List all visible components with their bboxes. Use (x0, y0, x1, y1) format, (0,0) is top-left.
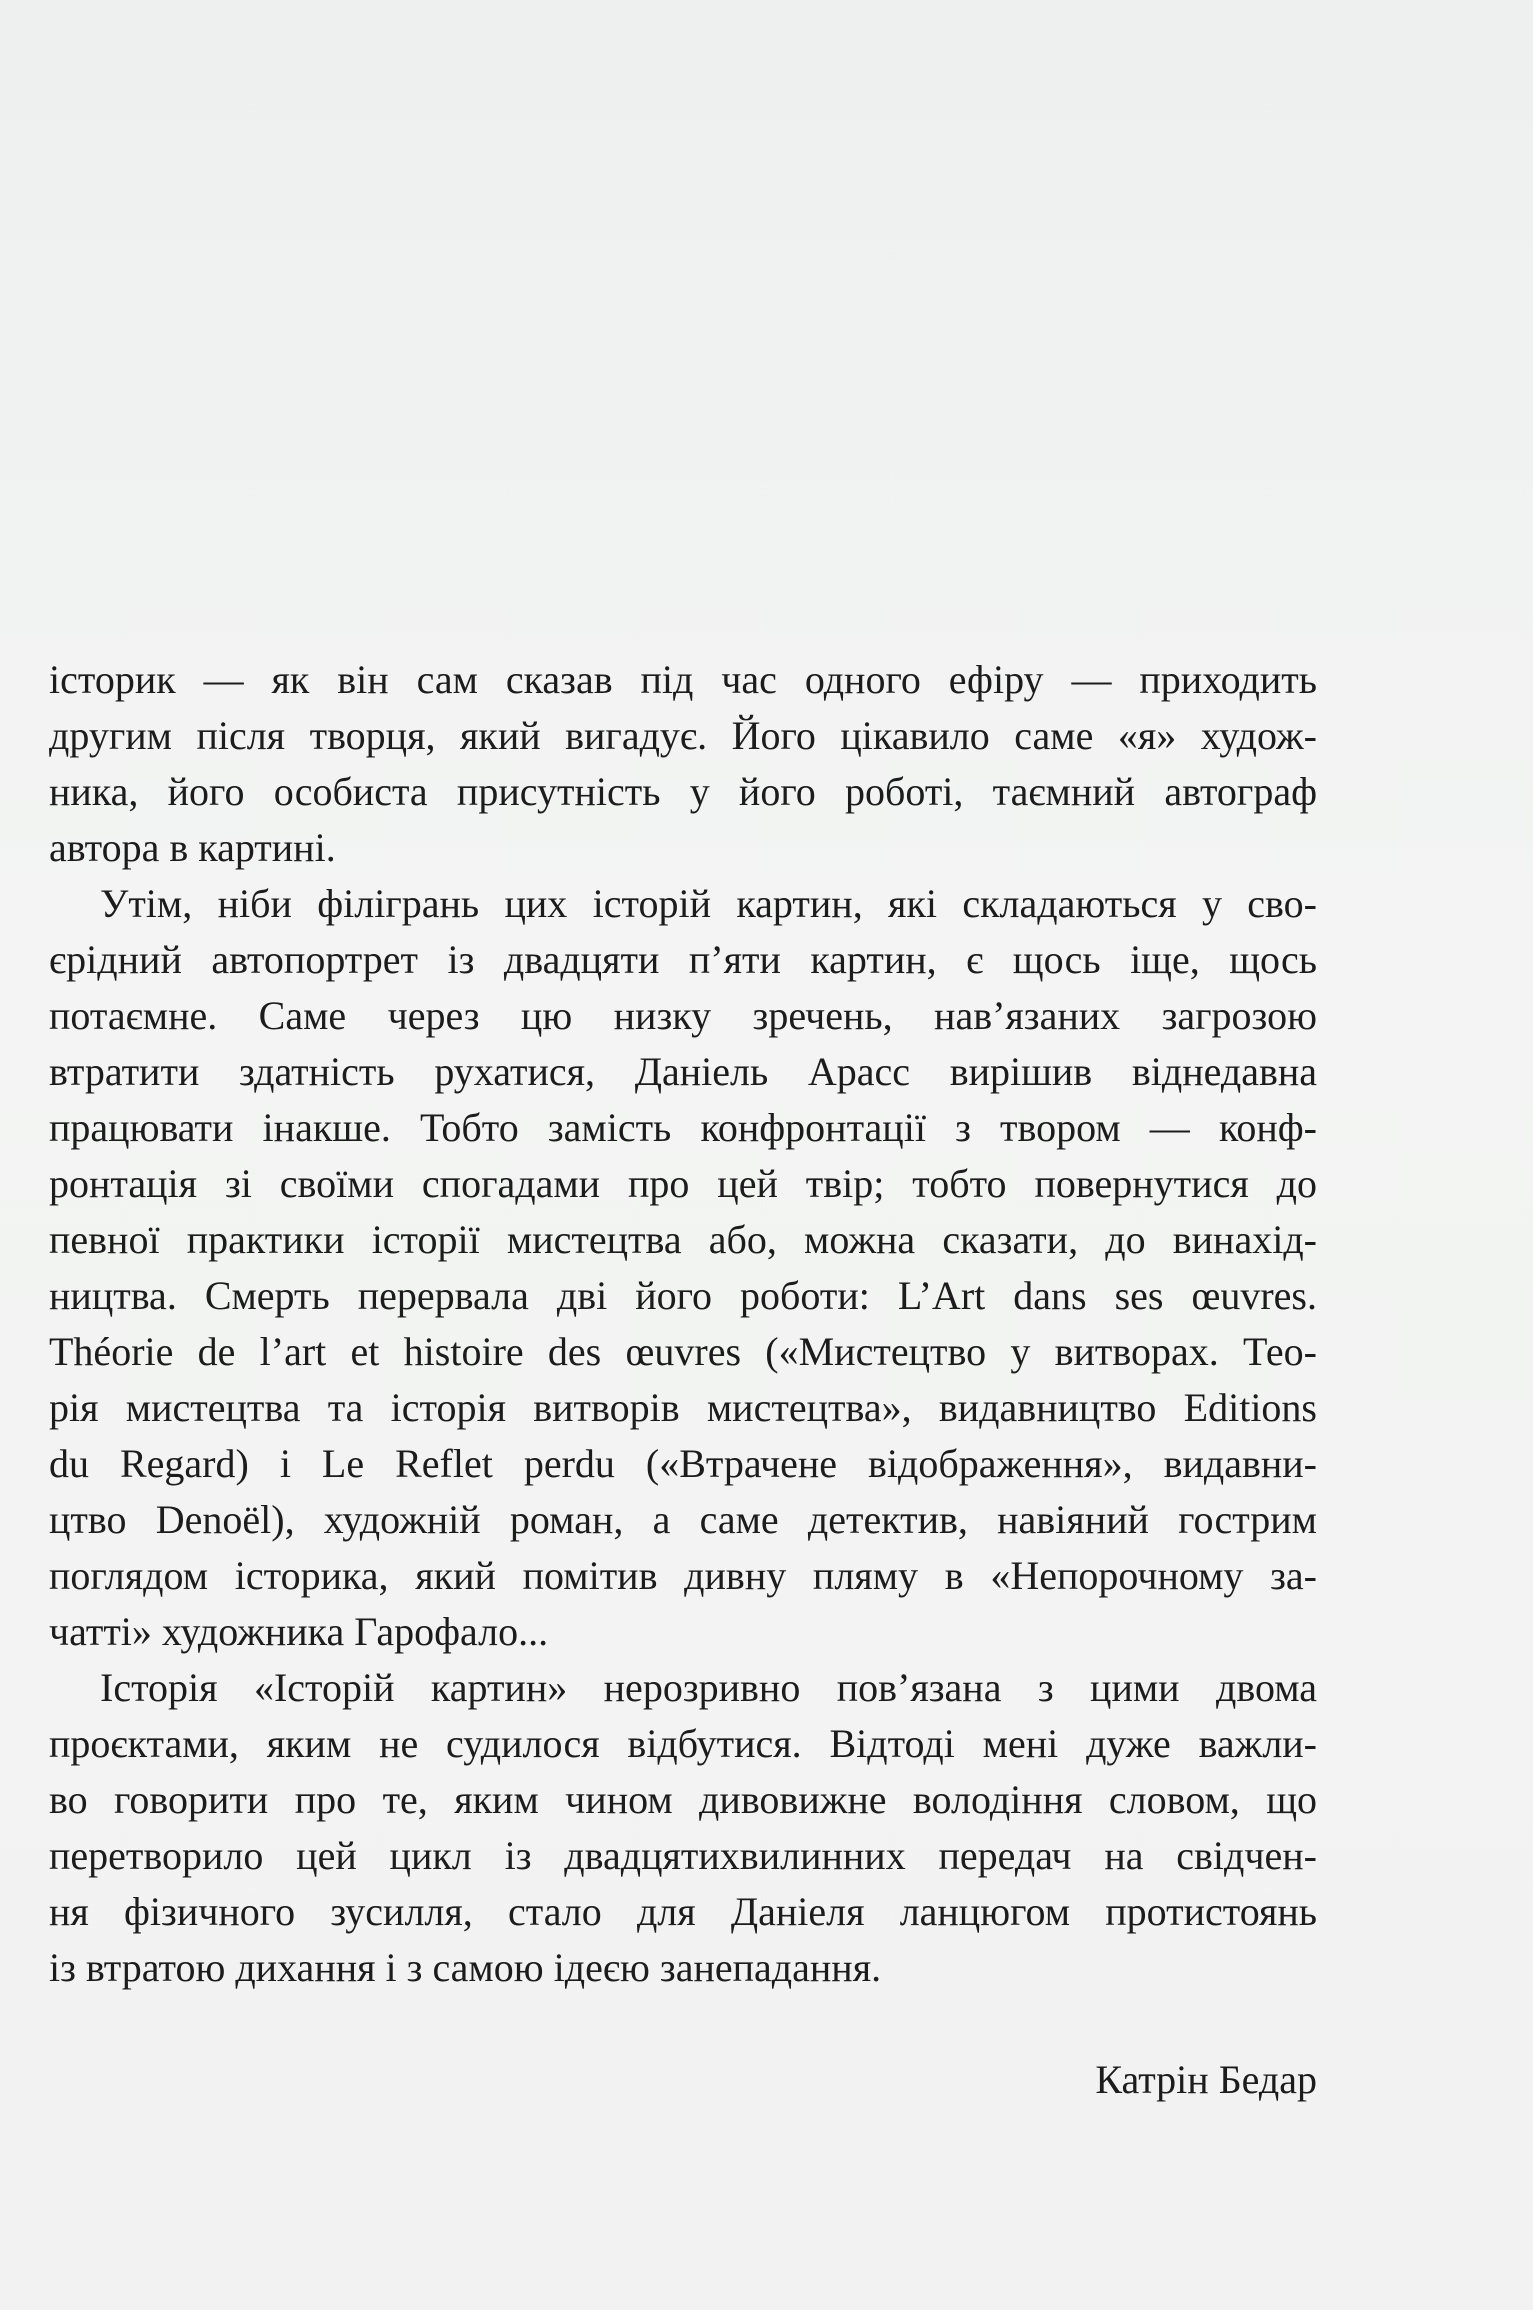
text-line-21: во говорити про те, яким чином дивовижне володіння словом, що (49, 1777, 1317, 1822)
text-line-5: Утім, ніби філігрань цих історій картин, які складаються у сво- (100, 881, 1317, 926)
text-line-3: ника, його особиста присутність у його роботі, таємний автограф (49, 769, 1317, 814)
text-line-15: du Regard) і Le Reflet perdu («Втрачене відображення», видавни- (49, 1441, 1317, 1486)
text-line-17: поглядом історика, який помітив дивну пляму в «Непорочному за- (49, 1553, 1317, 1598)
text-line-14: рія мистецтва та історія витворів мистецтва», видавництво Editions (49, 1385, 1317, 1430)
text-line-4: автора в картині. (49, 825, 336, 870)
body-text (49, 652, 1317, 2108)
text-line-1: історик — як він сам сказав під час одного ефіру — приходить (49, 657, 1317, 702)
text-line-8: втратити здатність рухатися, Даніель Арасс вирішив віднедавна (49, 1049, 1317, 1094)
author-signature: Катрін Бедар (1095, 2057, 1317, 2102)
text-line-2: другим після творця, який вигадує. Його цікавило саме «я» худож- (49, 713, 1317, 758)
text-line-6: єрідний автопортрет із двадцяти п’яти картин, є щось іще, щось (49, 937, 1317, 982)
text-line-11: певної практики історії мистецтва або, можна сказати, до винахід- (49, 1217, 1317, 1262)
text-line-10: ронтація зі своїми спогадами про цей твір; тобто повернутися до (49, 1161, 1317, 1206)
text-line-19: Історія «Історій картин» нерозривно пов’язана з цими двома (100, 1665, 1317, 1710)
text-line-7: потаємне. Саме через цю низку зречень, нав’язаних загрозою (49, 993, 1317, 1038)
text-line-23: ня фізичного зусилля, стало для Даніеля ланцюгом протистоянь (49, 1889, 1317, 1934)
text-line-20: проєктами, яким не судилося відбутися. Відтоді мені дуже важли- (49, 1721, 1317, 1766)
text-line-22: перетворило цей цикл із двадцятихвилинних передач на свідчен- (49, 1833, 1317, 1878)
text-line-12: ництва. Смерть перервала дві його роботи: L’Art dans ses œuvres. (49, 1273, 1317, 1318)
text-line-24: із втратою дихання і з самою ідеєю занепадання. (49, 1945, 882, 1990)
text-line-13: Théorie de l’art et histoire des œuvres («Мистецтво у витворах. Тео- (49, 1329, 1317, 1374)
text-line-18: чатті» художника Гарофало... (49, 1609, 549, 1654)
text-line-16: цтво Denoël), художній роман, а саме детектив, навіяний гострим (49, 1497, 1317, 1542)
text-line-9: працювати інакше. Тобто замість конфронтації з твором — конф- (49, 1105, 1317, 1150)
